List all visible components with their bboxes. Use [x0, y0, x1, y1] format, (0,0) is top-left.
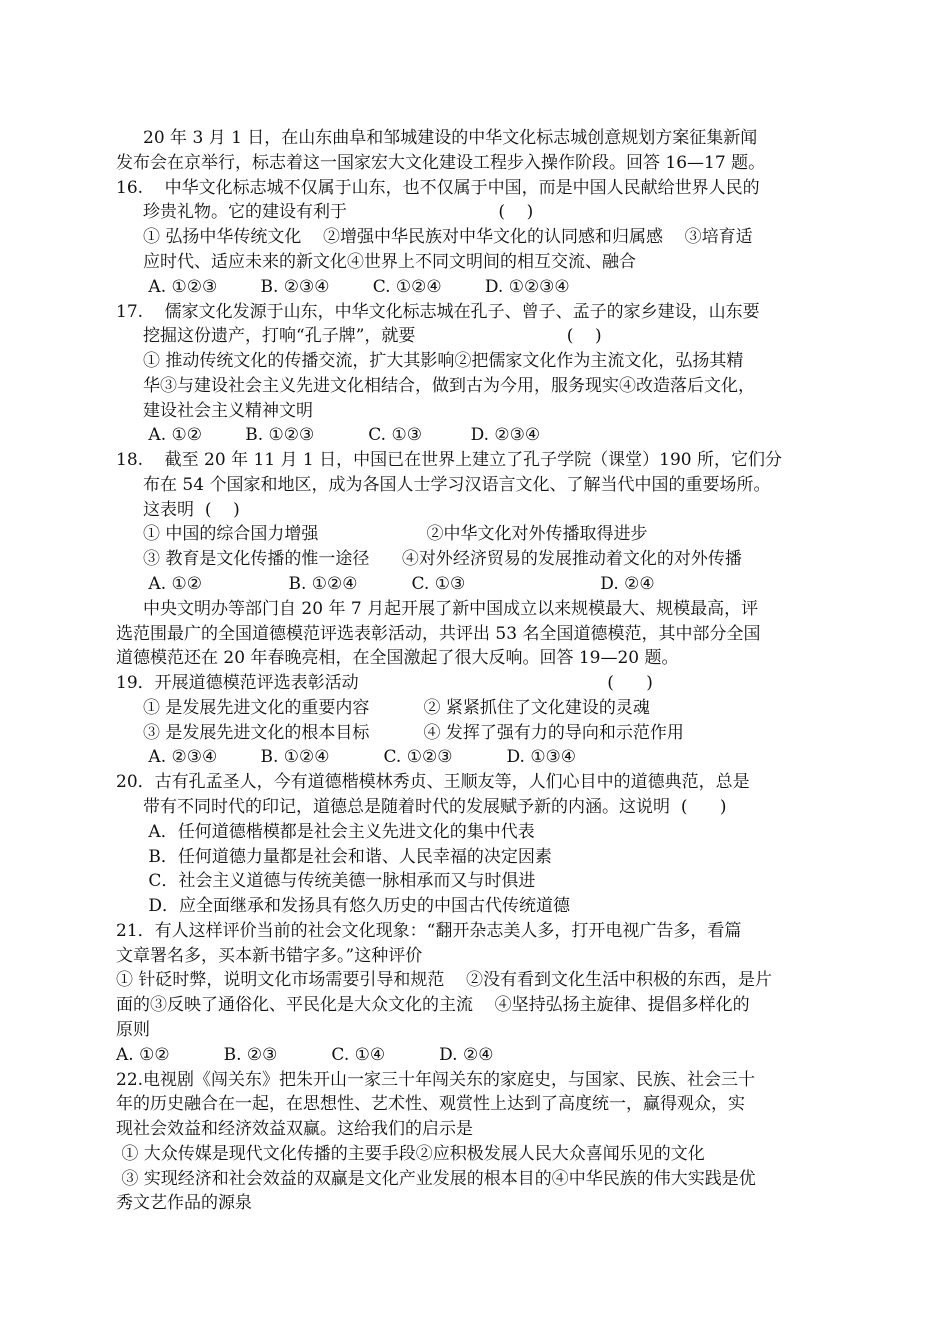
- question-17-options: A. ①② B. ①②③ C. ①③ D. ②③④: [116, 425, 541, 445]
- question-22-stem: 22.电视剧《闯关东》把朱开山一家三十年闯关东的家庭史，与国家、民族、社会三十: [116, 1070, 756, 1090]
- question-19-item: ③ 是发展先进文化的根本目标 ④ 发挥了强有力的导向和示范作用: [116, 723, 684, 743]
- question-22-stem: 现社会效益和经济效益双赢。这给我们的启示是: [116, 1119, 473, 1139]
- question-18-item: ① 中国的综合国力增强 ②中华文化对外传播取得进步: [116, 524, 648, 544]
- question-21-item: ① 针砭时弊，说明文化市场需要引导和规范 ②没有看到文化生活中积极的东西，是片: [116, 970, 773, 990]
- question-20-option: C．社会主义道德与传统美德一脉相承而又与时俱进: [116, 871, 536, 891]
- question-21-item: 原则: [116, 1020, 150, 1040]
- question-18-options: A. ①② B. ①②④ C. ①③ D. ②④: [116, 574, 655, 594]
- question-21-item: 面的③反映了通俗化、平民化是大众文化的主流 ④坚持弘扬主旋律、提倡多样化的: [116, 995, 750, 1015]
- question-16-stem: 16. 中华文化标志城不仅属于山东，也不仅属于中国，而是中国人民献给世界人民的: [116, 178, 760, 198]
- question-22-stem: 年的历史融合在一起，在思想性、艺术性、观赏性上达到了高度统一，赢得观众，实: [116, 1094, 745, 1114]
- question-21-options: A. ①② B. ②③ C. ①④ D. ②④: [116, 1045, 494, 1065]
- question-20-stem: 带有不同时代的印记，道德总是随着时代的发展赋予新的内涵。这说明 ( ): [116, 797, 727, 817]
- question-17-stem: 挖掘这份遗产，打响“孔子牌”，就要 ( ): [116, 326, 602, 346]
- question-18-item: ③ 教育是文化传播的惟一途径 ④对外经济贸易的发展推动着文化的对外传播: [116, 549, 742, 569]
- question-19-stem: 19．开展道德模范评选表彰活动 ( ): [116, 673, 653, 693]
- question-21-stem: 文章署名多，买本新书错字多。”这种评价: [116, 946, 423, 966]
- question-18-stem: 这表明 ( ): [116, 500, 240, 520]
- question-17-item: 华③与建设社会主义先进文化相结合，做到古为今用，服务现实④改造落后文化，: [116, 376, 756, 396]
- question-16-item: 应时代、适应未来的新文化④世界上不同文明间的相互交流、融合: [116, 252, 637, 272]
- question-20-option: B．任何道德力量都是社会和谐、人民幸福的决定因素: [116, 847, 552, 867]
- question-22-item: ① 大众传媒是现代文化传播的主要手段②应积极发展人民大众喜闻乐见的文化: [116, 1144, 705, 1164]
- intro-passage-line: 中央文明办等部门自 20 年 7 月起开展了新中国成立以来规模最大、规模最高，评: [116, 599, 759, 619]
- question-18-stem: 18. 截至 20 年 11 月 1 日，中国已在世界上建立了孔子学院（课堂）190 所，它们分: [116, 450, 783, 470]
- question-17-item: 建设社会主义精神文明: [116, 401, 314, 421]
- question-16-item: ① 弘扬中华传统文化 ②增强中华民族对中华文化的认同感和归属感 ③培育适: [116, 227, 753, 247]
- question-16-stem: 珍贵礼物。它的建设有利于 ( ): [116, 202, 534, 222]
- question-22-item: 秀文艺作品的源泉: [116, 1193, 252, 1213]
- question-19-options: A. ②③④ B. ①②④ C. ①②③ D. ①③④: [116, 747, 577, 767]
- question-22-item: ③ 实现经济和社会效益的双赢是文化产业发展的根本目的④中华民族的伟大实践是优: [116, 1169, 756, 1189]
- question-20-option: A．任何道德楷模都是社会主义先进文化的集中代表: [116, 822, 535, 842]
- intro-passage-line: 20 年 3 月 1 日，在山东曲阜和邹城建设的中华文化标志城创意规划方案征集新闻: [116, 128, 758, 148]
- question-16-options: A. ①②③ B. ②③④ C. ①②④ D. ①②③④: [116, 277, 570, 297]
- intro-passage-line: 选范围最广的全国道德模范评选表彰活动，共评出 53 名全国道德模范，其中部分全国: [116, 624, 761, 644]
- intro-passage-line: 道德模范还在 20 年春晚亮相，在全国激起了很大反响。回答 19—20 题。: [116, 648, 679, 668]
- intro-passage-line: 发布会在京举行，标志着这一国家宏大文化建设工程步入操作阶段。回答 16—17 题。: [116, 153, 766, 173]
- question-18-stem: 布在 54 个国家和地区，成为各国人士学习汉语言文化、了解当代中国的重要场所。: [116, 475, 771, 495]
- question-19-item: ① 是发展先进文化的重要内容 ② 紧紧抓住了文化建设的灵魂: [116, 698, 650, 718]
- question-21-stem: 21．有人这样评价当前的社会文化现象：“翻开杂志美人多，打开电视广告多，看篇: [116, 921, 742, 941]
- question-17-stem: 17. 儒家文化发源于山东，中华文化标志城在孔子、曾子、孟子的家乡建设，山东要: [116, 302, 760, 322]
- question-20-stem: 20．古有孔孟圣人，今有道德楷模林秀贞、王顺友等，人们心目中的道德典范，总是: [116, 772, 750, 792]
- question-17-item: ① 推动传统文化的传播交流，扩大其影响②把儒家文化作为主流文化，弘扬其精: [116, 351, 744, 371]
- question-20-option: D．应全面继承和发扬具有悠久历史的中国古代传统道德: [116, 896, 571, 916]
